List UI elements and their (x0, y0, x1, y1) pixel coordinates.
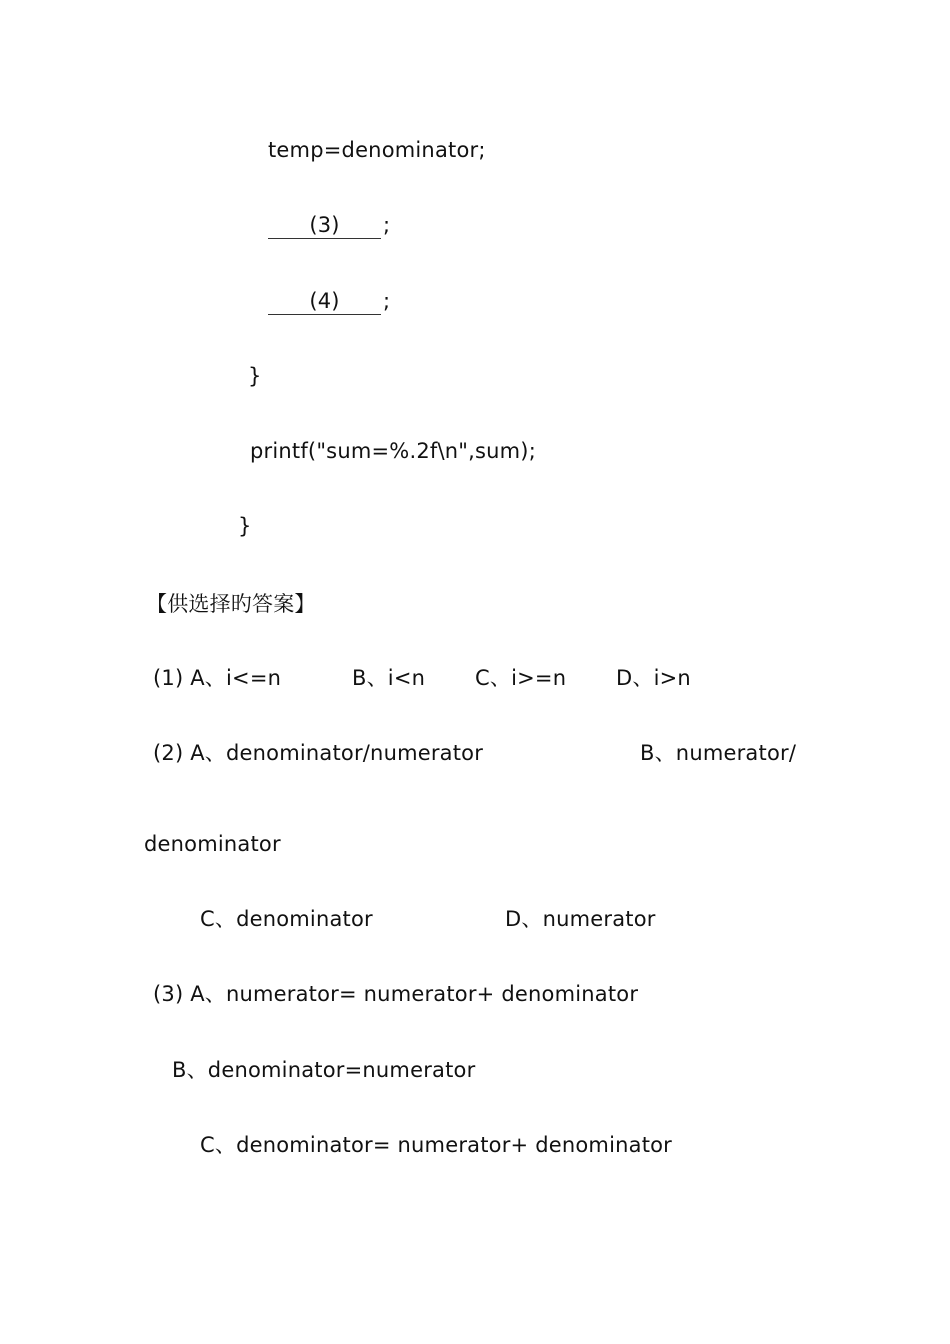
semicolon: ; (383, 289, 391, 313)
q2-option-a: (2) A、denominator/numerator (153, 741, 484, 765)
q3-option-a: (3) A、numerator= numerator+ denominator (153, 982, 639, 1006)
q1-option-b: B、i<n (352, 666, 426, 690)
code-inner-close-brace: } (248, 364, 262, 388)
code-line-blank-3 (268, 211, 390, 239)
answers-heading: 【供选择旳答案】 (146, 592, 316, 616)
q3-option-b: B、denominator=numerator (172, 1058, 476, 1082)
fill-blank-3: (3) (268, 212, 381, 239)
fill-blank-4: (4) (268, 288, 381, 315)
q1-option-d: D、i>n (616, 666, 691, 690)
code-line-blank-4 (268, 287, 390, 315)
semicolon: ; (383, 213, 391, 237)
code-outer-close-brace: } (238, 514, 252, 538)
q2-option-b-wrap: denominator (144, 832, 281, 856)
q2-option-c: C、denominator (200, 907, 373, 931)
q1-option-c: C、i>=n (475, 666, 567, 690)
q2-option-d: D、numerator (505, 907, 656, 931)
code-line-temp: temp=denominator; (268, 138, 486, 162)
q3-option-c: C、denominator= numerator+ denominator (200, 1133, 673, 1157)
code-printf-line: printf("sum=%.2f\n",sum); (250, 439, 536, 463)
q1-option-a: (1) A、i<=n (153, 666, 282, 690)
q2-option-b: B、numerator/ (640, 741, 797, 765)
